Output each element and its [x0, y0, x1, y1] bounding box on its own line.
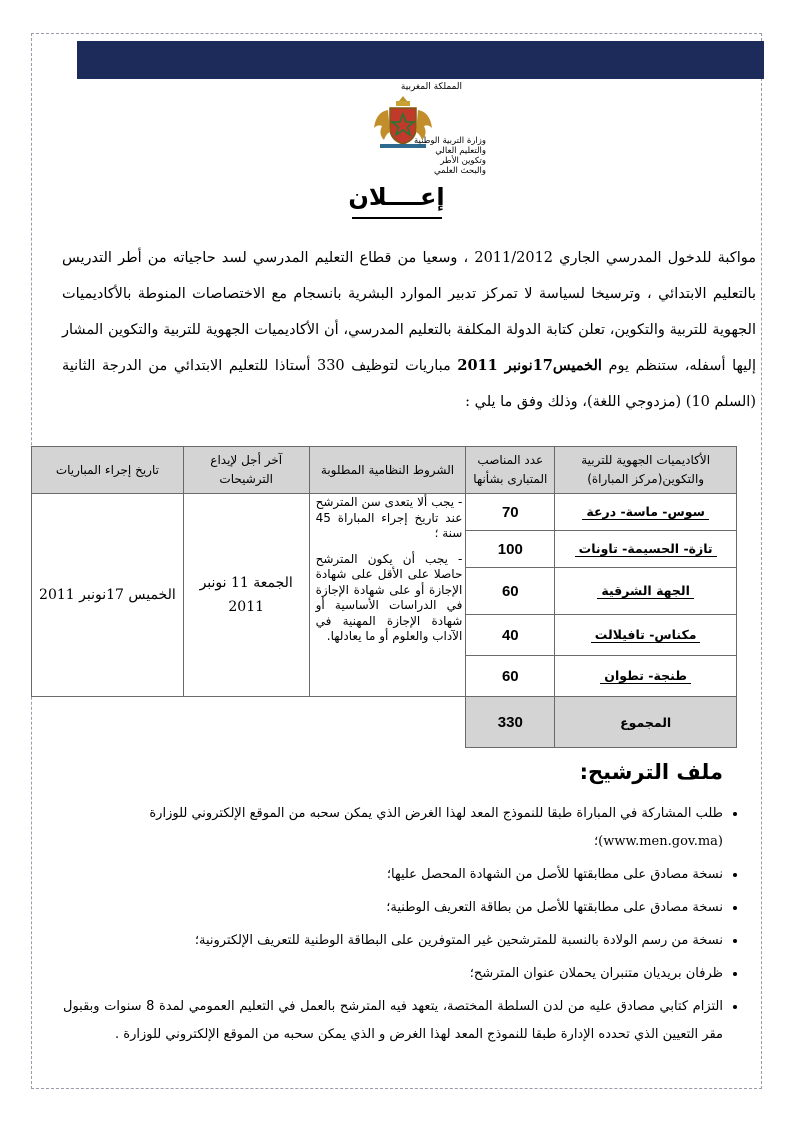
academy-cell — [555, 656, 737, 697]
positions-cell: 60 — [466, 568, 555, 615]
academy-cell — [555, 531, 737, 568]
table-header-row — [32, 447, 737, 494]
conditions-cell — [309, 494, 466, 697]
deadline-cell: الجمعة 11 نونبر 2011 — [183, 494, 309, 697]
empty-cell — [32, 697, 466, 748]
kingdom-label: المملكة المغربية — [400, 82, 462, 92]
ministry-header — [318, 82, 488, 182]
exam-date-cell: الخميس 17نونبر 2011 — [32, 494, 184, 697]
positions-cell: 70 — [466, 494, 555, 531]
announcement-title: إعــــلان — [348, 183, 445, 211]
paragraph-text: مباريات لتوظيف 330 أستاذا للتعليم الابتدائي من الدرجة الثانية (السلم 10) (مزدوجي اللغة)، وذلك وفق ما يلي : — [62, 358, 756, 410]
list-item — [63, 800, 723, 856]
col-header-deadline: آخر أجل لإيداع الترشيحات — [183, 447, 309, 494]
title-underline — [352, 217, 442, 219]
academy-name: مكناس- تافيلالت — [591, 627, 701, 643]
positions-cell: 100 — [466, 531, 555, 568]
total-row — [32, 697, 737, 748]
ministry-name — [414, 136, 486, 176]
ministry-url: (www.men.gov.ma)؛ — [594, 834, 723, 849]
col-header-academies: الأكاديميات الجهوية للتربية والتكوين(مركز المباراة) — [555, 447, 737, 494]
col-header-exam-date: تاريخ إجراء المباريات — [32, 447, 184, 494]
file-section-title: ملف الترشيح: — [579, 760, 723, 784]
list-item-text: طلب المشاركة في المباراة طبقا للنموذج المعد لهذا الغرض الذي يمكن سحبه من الموقع الإلكتروني للوزارة — [149, 806, 723, 821]
ministry-line: وتكوين الأطر — [440, 156, 486, 166]
list-item: • نسخة مصادق على مطابقتها للأصل من الشهادة المحصل عليها؛ — [63, 861, 723, 889]
academy-cell — [555, 615, 737, 656]
total-value: 330 — [466, 697, 555, 748]
paragraph-text: مواكبة للدخول المدرسي الجاري 2011/2012 ، وسعيا من قطاع التعليم المدرسي لسد حاجياته من أطر التدريس بالتعليم الابتدائي ، وترسيخا لسياسة لا تمركز تدبير الموارد البشرية بانسجام مع الاختصاصات المنوطة بالأكاديميات الجهوية للتربية والتكوين، تعلن كتابة الدولة المكلفة بالتعليم المدرسي، أن الأكاديميات الجهوية للتربية والتكوين المشار إليها أسفله، ستنظم يوم — [62, 250, 756, 374]
exam-date-highlight: الخميس17نونبر 2011 — [457, 357, 602, 374]
academy-name: الجهة الشرقية — [597, 583, 694, 599]
academy-name: طنجة- تطوان — [600, 668, 691, 684]
positions-table — [31, 446, 737, 748]
ministry-line: والتعليم العالي — [435, 146, 486, 156]
col-header-positions: عدد المناصب المتبارى بشأنها — [466, 447, 555, 494]
condition-item: - يجب أن يكون المترشح حاصلا على الأقل على شهادة الإجازة أو على شهادة الإجازة في الدراسات الأساسية أو شهادة الإجازة المهنية في الآداب والعلوم أو ما يعادلها. — [315, 551, 463, 643]
positions-cell: 60 — [466, 656, 555, 697]
table-row — [32, 494, 737, 531]
header-banner — [77, 41, 764, 79]
col-header-conditions: الشروط النظامية المطلوبة — [309, 447, 466, 494]
announcement-paragraph — [62, 240, 756, 420]
ministry-line: والبحث العلمي — [433, 166, 486, 176]
required-documents-list — [63, 800, 745, 1054]
academy-cell — [555, 494, 737, 531]
ministry-line: وزارة التربية الوطنية — [413, 136, 486, 146]
list-item: • نسخة من رسم الولادة بالنسبة للمترشحين غير المتوفرين على البطاقة الوطنية للتعريف الإلكترونية؛ — [63, 927, 723, 955]
positions-cell: 40 — [466, 615, 555, 656]
list-item: • نسخة مصادق على مطابقتها للأصل من بطاقة التعريف الوطنية؛ — [63, 894, 723, 922]
academy-name: سوس- ماسة- درعة — [582, 504, 709, 520]
condition-item: - يجب ألا يتعدى سن المترشح عند تاريخ إجراء المباراة 45 سنة ؛ — [315, 495, 463, 540]
list-item: • ظرفان بريديان متنبران يحملان عنوان المترشح؛ — [63, 960, 723, 988]
total-label: المجموع — [555, 697, 737, 748]
academy-name: تازة- الحسيمة- تاونات — [575, 541, 717, 557]
academy-cell — [555, 568, 737, 615]
list-item: • التزام كتابي مصادق عليه من لدن السلطة المختصة، يتعهد فيه المترشح بالعمل في التعليم العمومي لمدة 8 سنوات وبقبول مقر التعيين الذي تحدده الإدارة طبقا للنموذج المعد لهذا الغرض و الذي يمكن سحبه من الموقع الإلكتروني للوزارة . — [63, 993, 723, 1049]
